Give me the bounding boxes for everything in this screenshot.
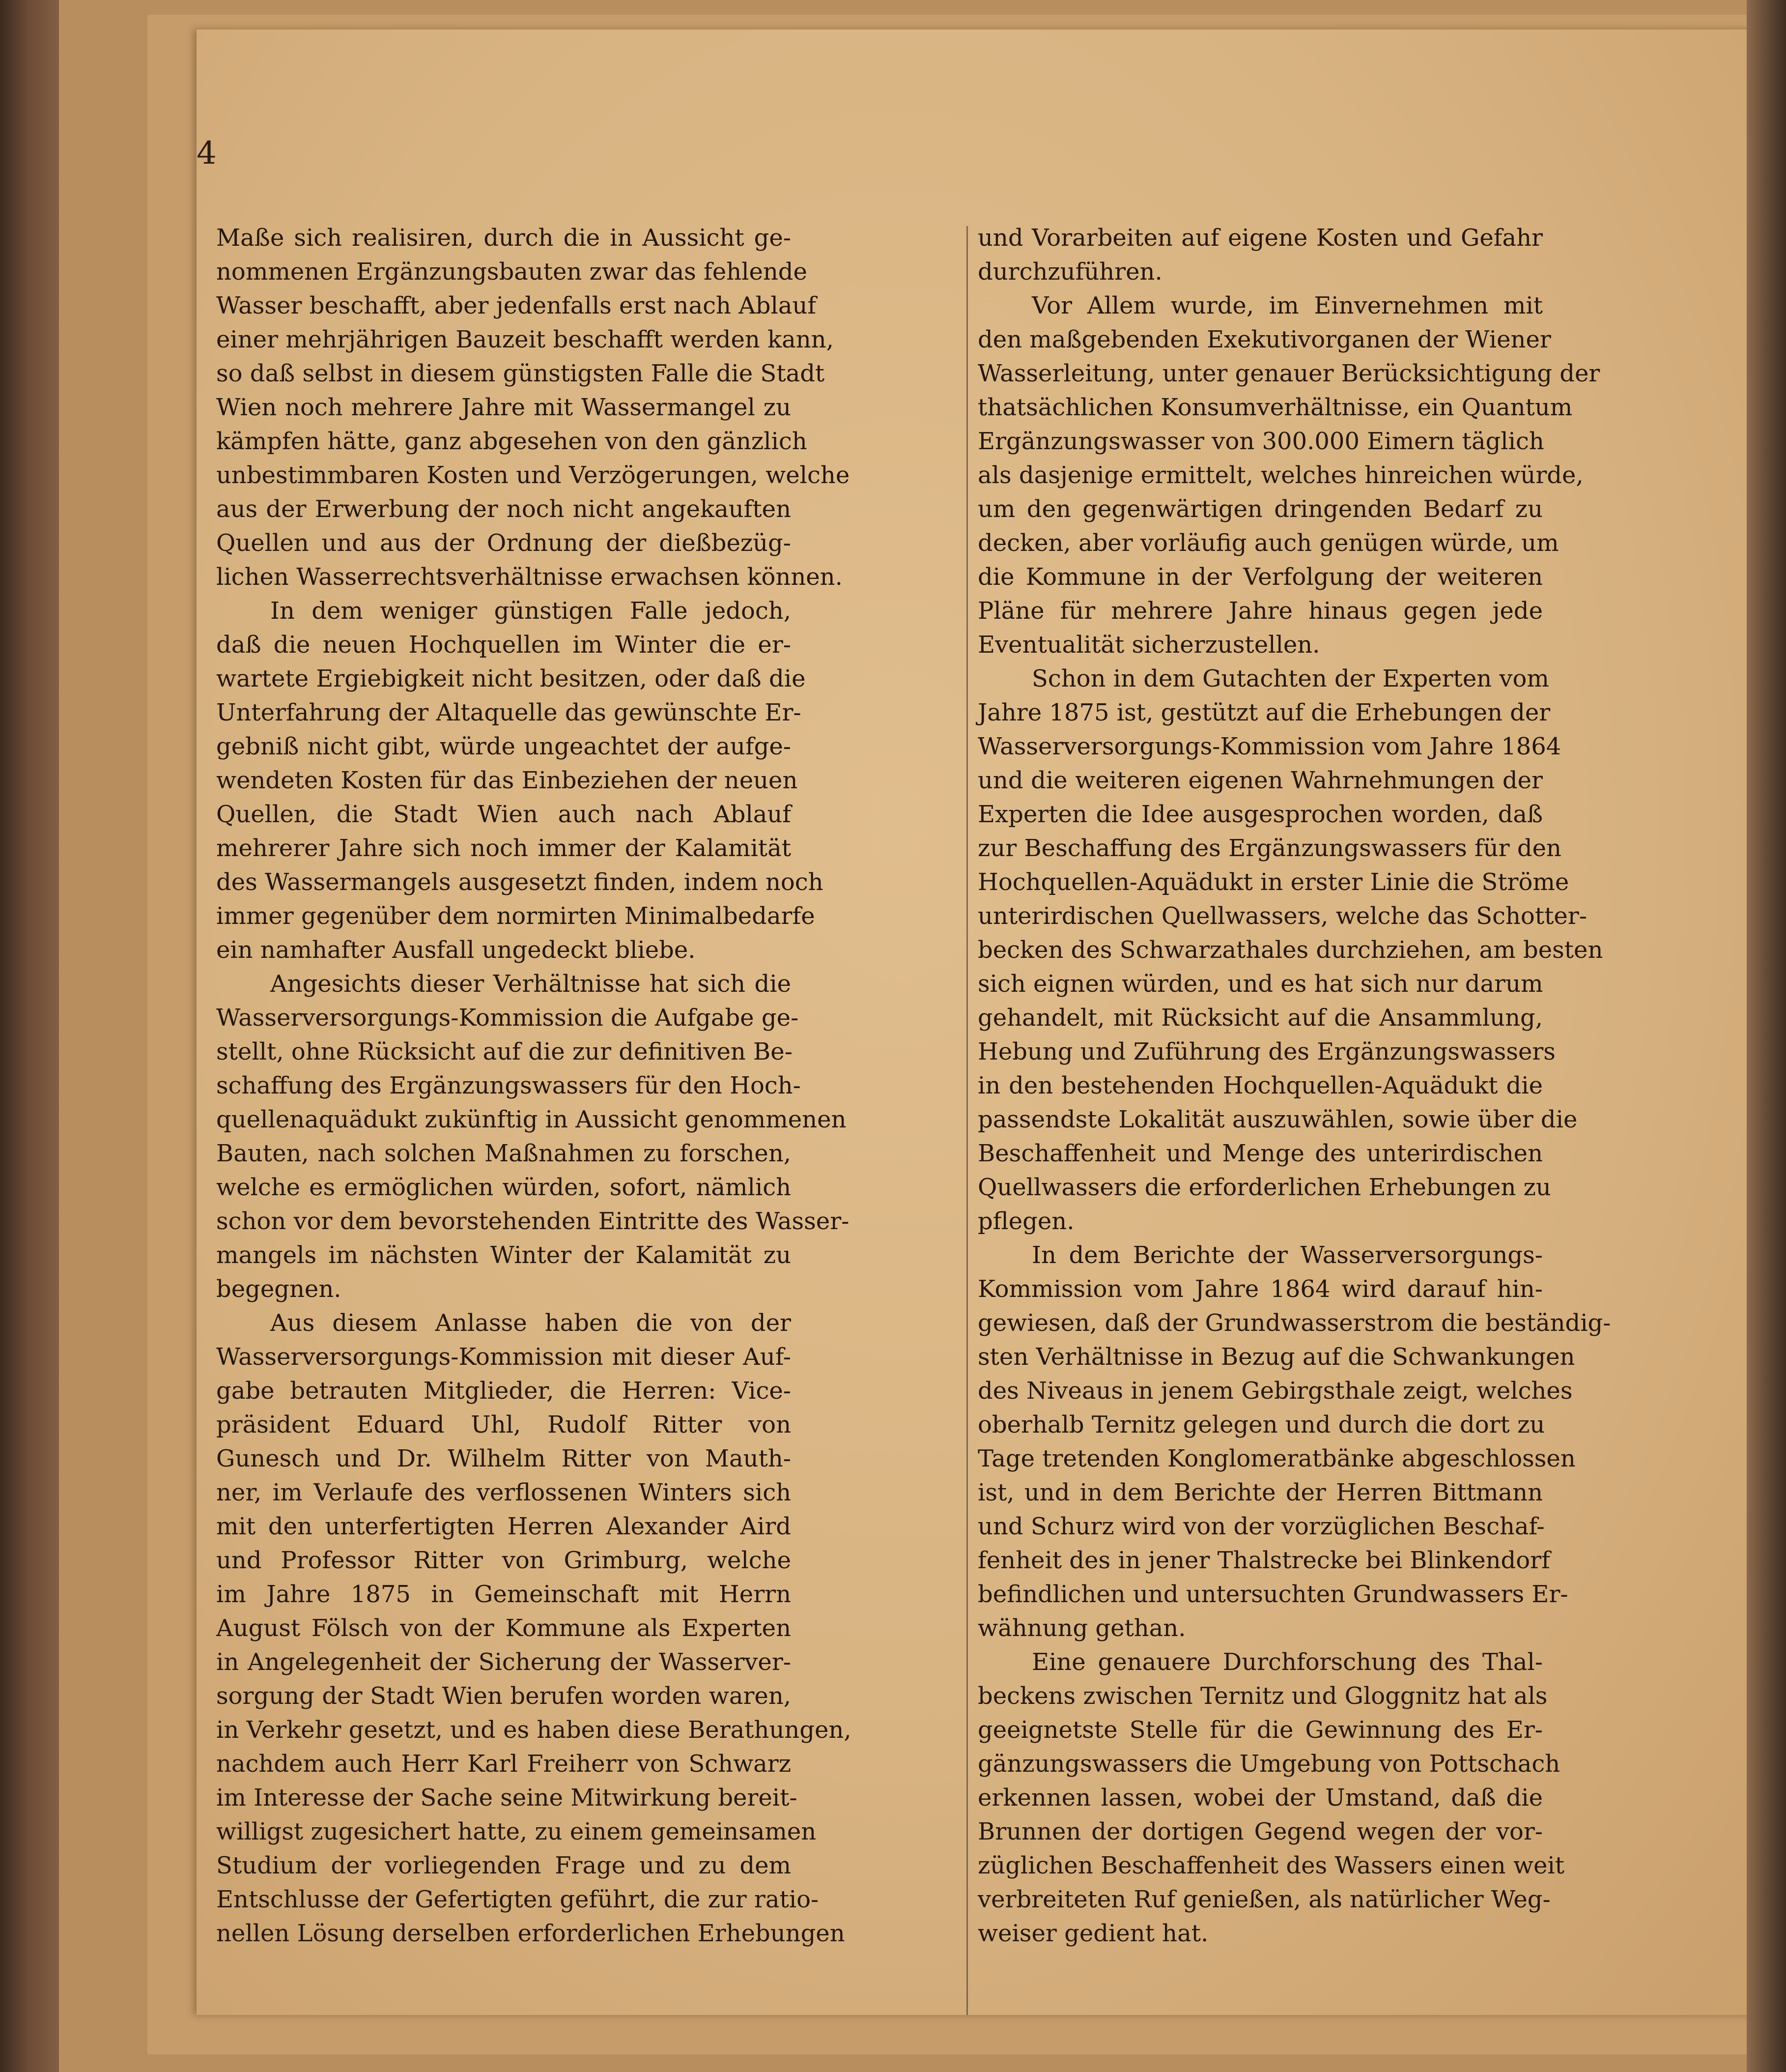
text-line: gabe betrauten Mitglieder, die Herren: Vice- [216,1377,791,1405]
text-line: gänzungswassers die Umgebung von Pottschach [978,1750,1560,1778]
text-line: im Jahre 1875 in Gemeinschaft mit Herrn [216,1581,791,1608]
text-line: welche es ermöglichen würden, sofort, nämlich [216,1174,791,1201]
text-line: schon vor dem bevorstehenden Eintritte des Wasser- [216,1208,850,1235]
text-line: um den gegenwärtigen dringenden Bedarf zu [978,495,1543,523]
text-line: präsident Eduard Uhl, Rudolf Ritter von [216,1411,791,1439]
text-line: mangels im nächsten Winter der Kalamität zu [216,1241,791,1269]
text-line: züglichen Beschaffenheit des Wassers einen weit [978,1852,1565,1879]
text-line: lichen Wasserrechtsverhältnisse erwachsen können. [216,563,843,591]
text-line: wähnung gethan. [978,1614,1186,1642]
text-line: zur Beschaffung des Ergänzungswassers für den [978,835,1561,862]
text-line: in Verkehr gesetzt, und es haben diese Berathungen, [216,1716,851,1744]
text-line: geeignetste Stelle für die Gewinnung des Er- [978,1716,1543,1744]
text-line: verbreiteten Ruf genießen, als natürlicher Weg- [978,1886,1551,1913]
text-line: Wasserleitung, unter genauer Berücksichtigung der [978,360,1600,387]
right-text-column [978,221,1611,1951]
text-line: im Interesse der Sache seine Mitwirkung bereit- [216,1784,797,1812]
text-line: sten Verhältnisse in Bezug auf die Schwankungen [978,1343,1575,1371]
text-line: August Fölsch von der Kommune als Experten [216,1614,791,1642]
text-line: weiser gedient hat. [978,1920,1209,1947]
text-line: oberhalb Ternitz gelegen und durch die dort zu [978,1411,1545,1439]
text-line: Schon in dem Gutachten der Experten vom [1032,665,1549,692]
text-line: mehrerer Jahre sich noch immer der Kalamität [216,835,791,862]
text-line: Beschaffenheit und Menge des unterirdischen [978,1140,1543,1167]
text-line: und Vorarbeiten auf eigene Kosten und Gefahr [978,224,1543,252]
text-line: durchzuführen. [978,258,1162,286]
column-divider [966,226,968,2015]
text-line: willigst zugesichert hatte, zu einem gemeinsamen [216,1818,817,1845]
text-line: Maße sich realisiren, durch die in Aussicht ge- [216,224,791,252]
text-line: decken, aber vorläufig auch genügen würde, um [978,529,1559,557]
page-edge-shadow [1747,0,1786,2072]
left-text-column [216,221,851,1951]
text-line: In dem weniger günstigen Falle jedoch, [270,597,791,625]
text-line: so daß selbst in diesem günstigsten Falle die Stadt [216,360,825,387]
text-line: stellt, ohne Rücksicht auf die zur definitiven Be- [216,1038,793,1065]
text-line: unbestimmbaren Kosten und Verzögerungen, welche [216,461,850,489]
text-line: nellen Lösung derselben erforderlichen Erhebungen [216,1920,845,1947]
text-line: Kommission vom Jahre 1864 wird darauf hin- [978,1275,1543,1303]
text-line: aus der Erwerbung der noch nicht angekauften [216,495,791,523]
text-line: des Niveaus in jenem Gebirgsthale zeigt, welches [978,1377,1573,1405]
text-line: fenheit des in jener Thalstrecke bei Blinkendorf [978,1547,1550,1574]
text-line: Quellwassers die erforderlichen Erhebungen zu [978,1174,1551,1201]
text-line: in Angelegenheit der Sicherung der Wasserver- [216,1648,791,1676]
text-line: ner, im Verlaufe des verflossenen Winters sich [216,1479,791,1506]
text-line: kämpfen hätte, ganz abgesehen von den gänzlich [216,428,807,455]
text-line: Aus diesem Anlasse haben die von der [270,1309,791,1337]
text-line: in den bestehenden Hochquellen-Aquädukt die [978,1072,1543,1099]
text-line: Hebung und Zuführung des Ergänzungswassers [978,1038,1556,1065]
text-line: In dem Berichte der Wasserversorgungs- [1032,1241,1543,1269]
text-line: sorgung der Stadt Wien berufen worden waren, [216,1682,791,1710]
text-line: Tage tretenden Konglomeratbänke abgeschlossen [978,1445,1576,1472]
text-line: gebniß nicht gibt, würde ungeachtet der aufge- [216,733,791,760]
text-line: Wasser beschafft, aber jedenfalls erst nach Ablauf [216,292,817,319]
text-line: begegnen. [216,1275,341,1303]
text-line: Brunnen der dortigen Gegend wegen der vor- [978,1818,1543,1845]
book-cover-edge [0,0,69,2072]
text-line: und die weiteren eigenen Wahrnehmungen der [978,767,1543,794]
text-line: Hochquellen-Aquädukt in erster Linie die Ströme [978,868,1569,896]
text-line: des Wassermangels ausgesetzt finden, indem noch [216,868,823,896]
text-line: als dasjenige ermittelt, welches hinreichen würde, [978,461,1584,489]
text-line: mit den unterfertigten Herren Alexander Aird [216,1513,791,1540]
text-line: den maßgebenden Exekutivorganen der Wiener [978,326,1551,353]
text-line: ein namhafter Ausfall ungedeckt bliebe. [216,936,696,964]
text-line: daß die neuen Hochquellen im Winter die er- [216,631,791,659]
text-line: und Schurz wird von der vorzüglichen Beschaf- [978,1513,1545,1540]
text-line: die Kommune in der Verfolgung der weiteren [978,563,1543,591]
text-line: Eine genauere Durchforschung des Thal- [1032,1648,1543,1676]
text-line: Angesichts dieser Verhältnisse hat sich die [270,970,791,998]
text-line: Wasserversorgungs-Kommission mit dieser Auf- [216,1343,791,1371]
page-number: 4 [197,135,217,172]
text-line: Eventualität sicherzustellen. [978,631,1320,659]
text-line: thatsächlichen Konsumverhältnisse, ein Quantum [978,394,1573,421]
text-line: passendste Lokalität auszuwählen, sowie über die [978,1106,1578,1133]
text-line: Quellen, die Stadt Wien auch nach Ablauf [216,801,791,828]
text-line: Pläne für mehrere Jahre hinaus gegen jede [978,597,1543,625]
text-line: Bauten, nach solchen Maßnahmen zu forschen, [216,1140,791,1167]
text-line: Wien noch mehrere Jahre mit Wassermangel zu [216,394,791,421]
text-line: wendeten Kosten für das Einbeziehen der neuen [216,767,798,794]
text-line: Studium der vorliegenden Frage und zu dem [216,1852,791,1879]
text-line: schaffung des Ergänzungswassers für den Hoch- [216,1072,801,1099]
text-line: Jahre 1875 ist, gestützt auf die Erhebungen der [978,699,1551,726]
text-line: unterirdischen Quellwassers, welche das Schotter- [978,902,1587,930]
text-line: Wasserversorgungs-Kommission die Aufgabe ge- [216,1004,799,1032]
text-line: Wasserversorgungs-Kommission vom Jahre 1864 [978,733,1561,760]
text-line: wartete Ergiebigkeit nicht besitzen, oder daß die [216,665,806,692]
text-line: und Professor Ritter von Grimburg, welche [216,1547,791,1574]
text-line: Gunesch und Dr. Wilhelm Ritter von Mauth- [216,1445,791,1472]
text-line: sich eignen würden, und es hat sich nur darum [978,970,1543,998]
text-line: Vor Allem wurde, im Einvernehmen mit [1032,292,1543,319]
text-line: Ergänzungswasser von 300.000 Eimern täglich [978,428,1544,455]
text-line: quellenaquädukt zukünftig in Aussicht genommenen [216,1106,847,1133]
text-line: einer mehrjährigen Bauzeit beschafft werden kann, [216,326,834,353]
text-line: gewiesen, daß der Grundwasserstrom die beständig- [978,1309,1611,1337]
text-line: erkennen lassen, wobei der Umstand, daß die [978,1784,1543,1812]
text-line: nachdem auch Herr Karl Freiherr von Schwarz [216,1750,791,1778]
text-line: ist, und in dem Berichte der Herren Bittmann [978,1479,1543,1506]
text-line: gehandelt, mit Rücksicht auf die Ansammlung, [978,1004,1543,1032]
text-line: pflegen. [978,1208,1075,1235]
text-line: nommenen Ergänzungsbauten zwar das fehlende [216,258,807,286]
text-line: Unterfahrung der Altaquelle das gewünschte Er- [216,699,801,726]
text-line: immer gegenüber dem normirten Minimalbedarfe [216,902,815,930]
text-line: Quellen und aus der Ordnung der dießbezüg- [216,529,791,557]
text-line: Entschlusse der Gefertigten geführt, die zur ratio- [216,1886,819,1913]
text-line: becken des Schwarzathales durchziehen, am besten [978,936,1603,964]
text-line: befindlichen und untersuchten Grundwassers Er- [978,1581,1568,1608]
text-line: beckens zwischen Ternitz und Gloggnitz hat als [978,1682,1548,1710]
text-line: Experten die Idee ausgesprochen worden, daß [978,801,1543,828]
